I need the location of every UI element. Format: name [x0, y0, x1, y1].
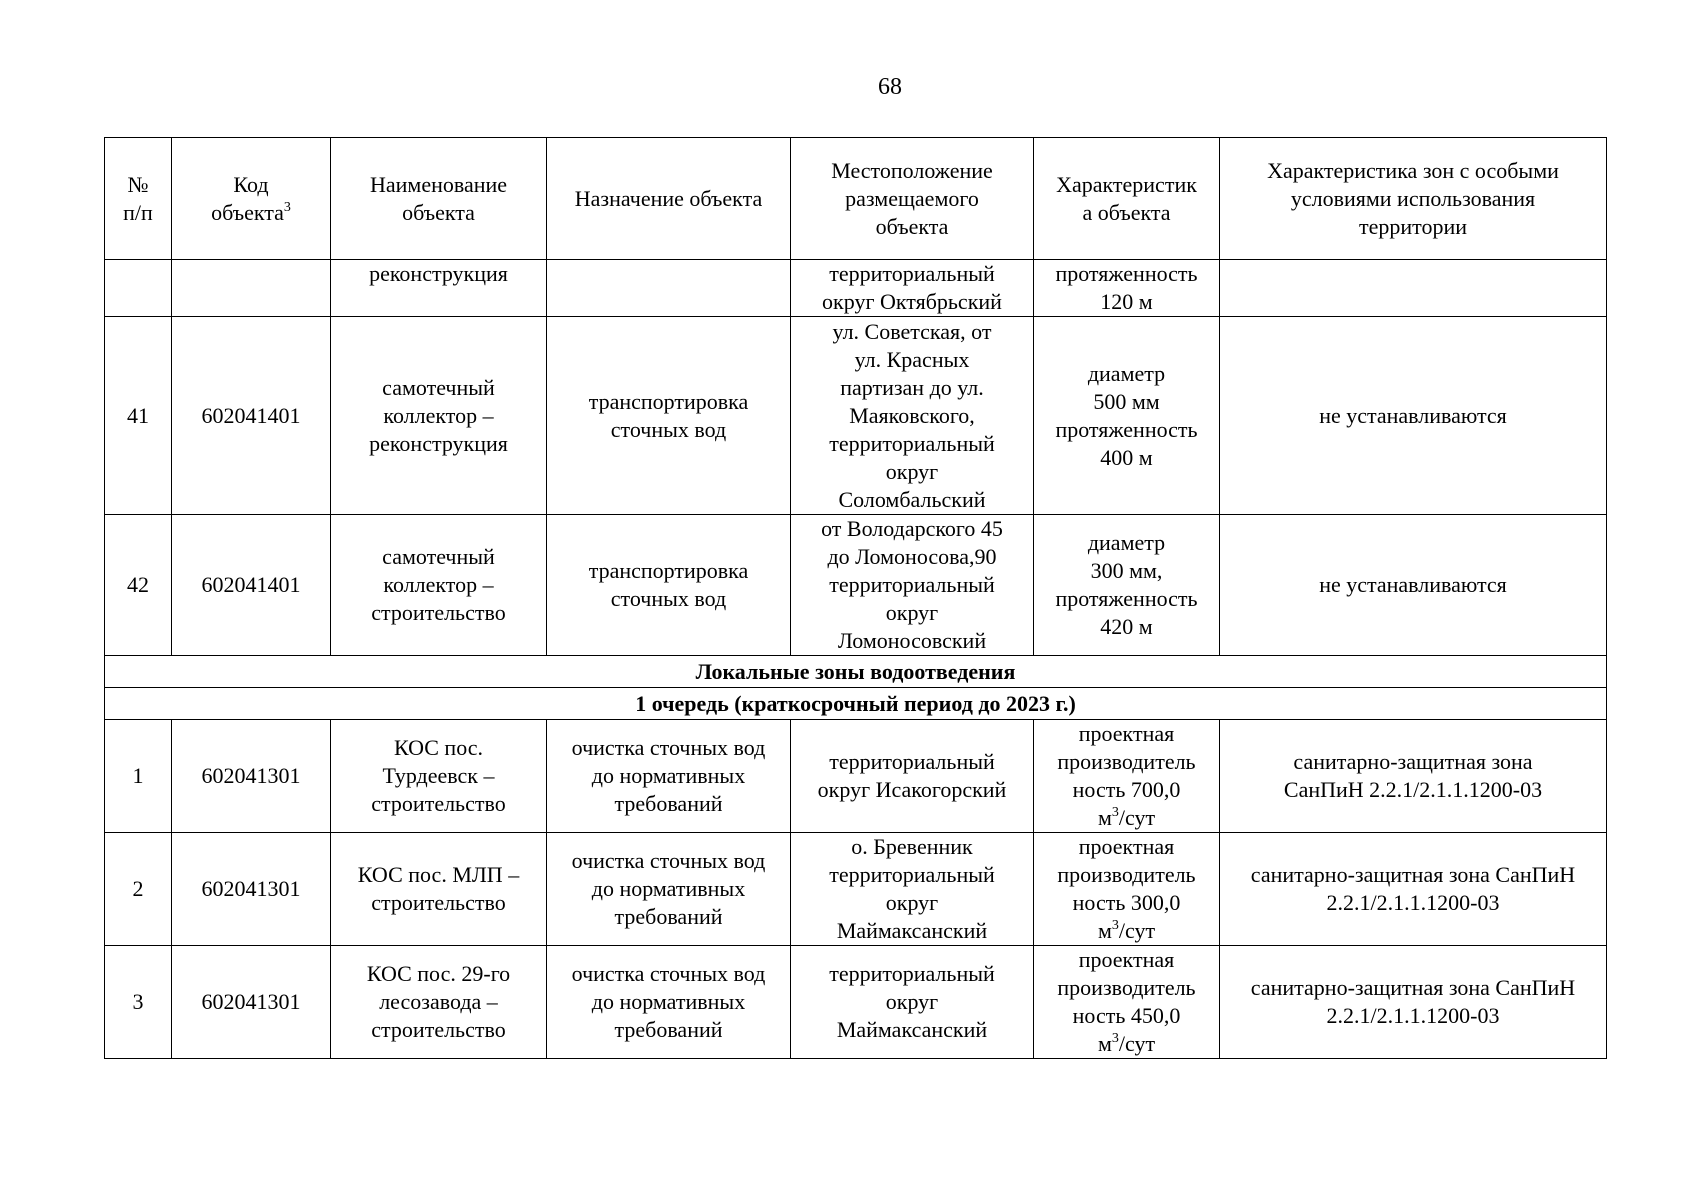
header-code-footnote: 3 — [283, 199, 291, 215]
table-row — [105, 720, 1607, 833]
capacity-text: проектная производитель ность 450,0 м — [1057, 947, 1196, 1056]
cell-location: территориальный округ Исакогорский — [791, 720, 1034, 833]
cell-name: самотечный коллектор – строительство — [331, 515, 547, 656]
capacity-text: проектная производитель ность 700,0 м — [1057, 721, 1196, 830]
cell-purpose: очистка сточных вод до нормативных требований — [547, 946, 791, 1059]
cell-location: о. Бревенник территориальный округ Маймаксанский — [791, 833, 1034, 946]
cell-characteristics: диаметр 500 мм протяженность 400 м — [1034, 317, 1220, 515]
capacity-unit-exponent: 3 — [1111, 805, 1119, 820]
cell-code: 602041301 — [172, 720, 331, 833]
cell-num: 41 — [105, 317, 172, 515]
cell-location: территориальный округ Маймаксанский — [791, 946, 1034, 1059]
cell-characteristics: диаметр 300 мм, протяженность 420 м — [1034, 515, 1220, 656]
table-row — [105, 317, 1607, 515]
capacity-unit: /сут — [1118, 918, 1156, 943]
cell-code: 602041301 — [172, 833, 331, 946]
capacity-text: проектная производитель ность 300,0 м — [1057, 834, 1196, 943]
subsection-row — [105, 688, 1607, 720]
cell-zones: не устанавливаются — [1220, 515, 1607, 656]
section-title: Локальные зоны водоотведения — [105, 656, 1607, 688]
cell-code: 602041401 — [172, 515, 331, 656]
cell-purpose — [547, 260, 791, 317]
header-code-label: Код объекта — [211, 171, 284, 225]
header-code — [172, 138, 331, 260]
header-name: Наименование объекта — [331, 138, 547, 260]
section-row — [105, 656, 1607, 688]
header-row — [105, 138, 1607, 260]
cell-num — [105, 260, 172, 317]
header-zones: Характеристика зон с особыми условиями использования территории — [1220, 138, 1607, 260]
page-number: 68 — [878, 74, 902, 100]
cell-location: от Володарского 45 до Ломоносова,90 территориальный округ Ломоносовский — [791, 515, 1034, 656]
table-row — [105, 833, 1607, 946]
cell-purpose: транспортировка сточных вод — [547, 317, 791, 515]
cell-characteristics: протяженность 120 м — [1034, 260, 1220, 317]
cell-characteristics — [1034, 946, 1220, 1059]
header-characteristics: Характеристик а объекта — [1034, 138, 1220, 260]
cell-code: 602041301 — [172, 946, 331, 1059]
cell-location: ул. Советская, от ул. Красных партизан до ул. Маяковского, территориальный округ Соломбальский — [791, 317, 1034, 515]
cell-name: КОС пос. Турдеевск – строительство — [331, 720, 547, 833]
cell-characteristics — [1034, 720, 1220, 833]
cell-name: самотечный коллектор – реконструкция — [331, 317, 547, 515]
cell-name: КОС пос. МЛП – строительство — [331, 833, 547, 946]
cell-zones — [1220, 260, 1607, 317]
cell-zones: не устанавливаются — [1220, 317, 1607, 515]
cell-num: 2 — [105, 833, 172, 946]
capacity-unit: /сут — [1118, 1031, 1156, 1056]
cell-location: территориальный округ Октябрьский — [791, 260, 1034, 317]
cell-code — [172, 260, 331, 317]
header-location: Местоположение размещаемого объекта — [791, 138, 1034, 260]
header-num: № п/п — [105, 138, 172, 260]
table-row — [105, 946, 1607, 1059]
table-row — [105, 515, 1607, 656]
cell-zones: санитарно-защитная зона СанПиН 2.2.1/2.1.1.1200-03 — [1220, 946, 1607, 1059]
capacity-unit-exponent: 3 — [1111, 918, 1119, 933]
table-row — [105, 260, 1607, 317]
infrastructure-table — [104, 137, 1607, 1059]
cell-name: реконструкция — [331, 260, 547, 317]
cell-purpose: очистка сточных вод до нормативных требований — [547, 833, 791, 946]
cell-num: 42 — [105, 515, 172, 656]
capacity-unit: /сут — [1118, 805, 1156, 830]
capacity-unit-exponent: 3 — [1111, 1031, 1119, 1046]
cell-name: КОС пос. 29-го лесозавода – строительство — [331, 946, 547, 1059]
cell-characteristics — [1034, 833, 1220, 946]
header-purpose: Назначение объекта — [547, 138, 791, 260]
cell-num: 1 — [105, 720, 172, 833]
cell-code: 602041401 — [172, 317, 331, 515]
cell-purpose: транспортировка сточных вод — [547, 515, 791, 656]
cell-zones: санитарно-защитная зона СанПиН 2.2.1/2.1.1.1200-03 — [1220, 720, 1607, 833]
cell-zones: санитарно-защитная зона СанПиН 2.2.1/2.1.1.1200-03 — [1220, 833, 1607, 946]
cell-num: 3 — [105, 946, 172, 1059]
cell-purpose: очистка сточных вод до нормативных требований — [547, 720, 791, 833]
subsection-title: 1 очередь (краткосрочный период до 2023 г.) — [105, 688, 1607, 720]
